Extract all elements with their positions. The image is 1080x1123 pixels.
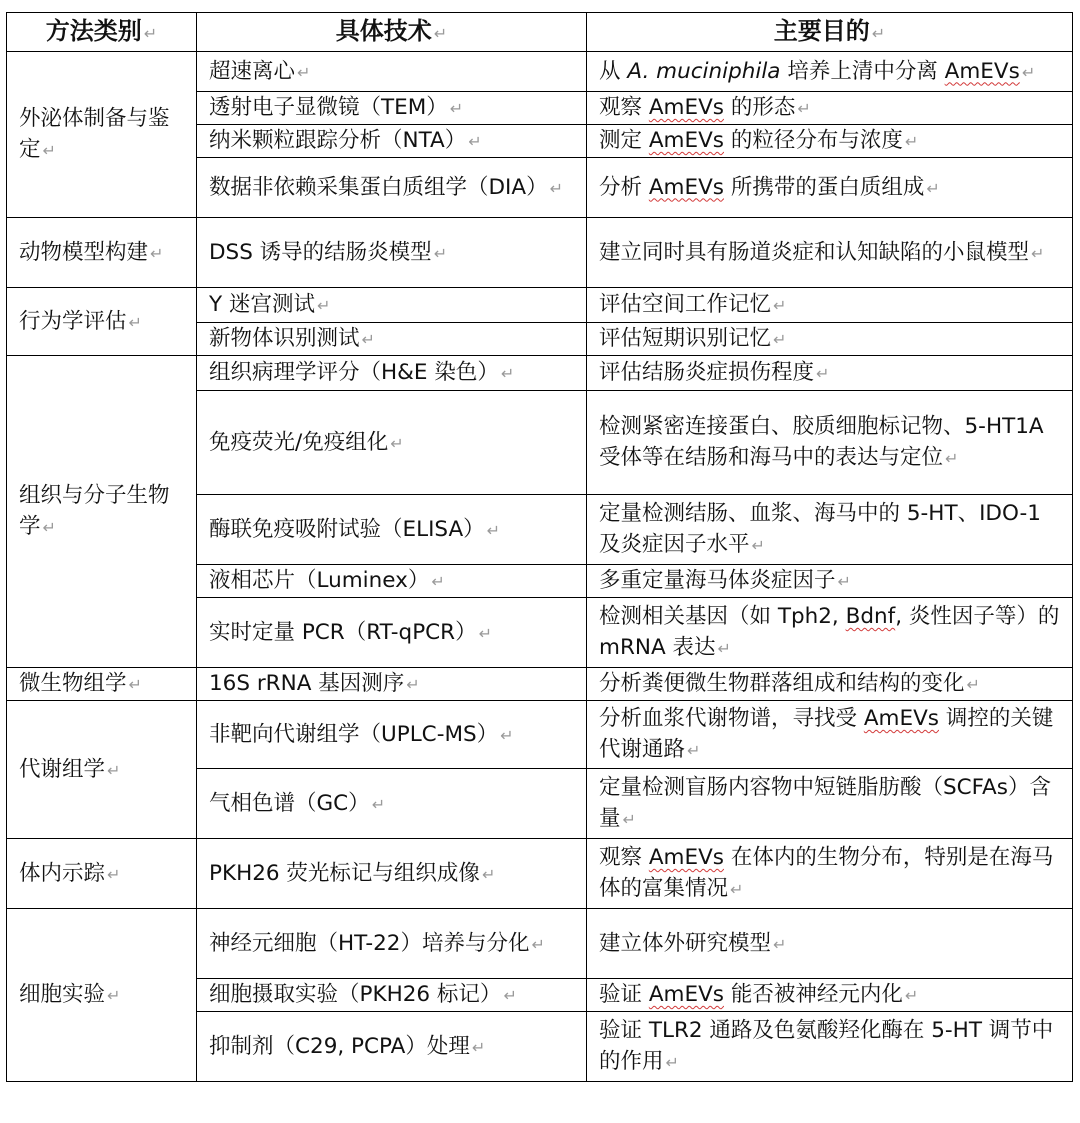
purpose-text: 验证 TLR2 通路及色氨酸羟化酶在 5-HT 调节中的作用 <box>599 1018 1054 1074</box>
technique-label: 纳米颗粒跟踪分析（NTA） <box>209 128 467 153</box>
purpose-cell: 验证 TLR2 通路及色氨酸羟化酶在 5-HT 调节中的作用 ↵ <box>587 1012 1073 1082</box>
marked-term: AmEVs <box>648 982 724 1007</box>
technique-label: 组织病理学评分（H&E 染色） <box>209 360 499 385</box>
category-cell: 行为学评估 ↵ <box>7 288 197 356</box>
category-cell: 代谢组学 ↵ <box>7 701 197 839</box>
marked-term: AmEVs <box>648 174 724 200</box>
purpose-cell: 定量检测结肠、血浆、海马中的 5-HT、IDO-1 及炎症因子水平 ↵ <box>587 495 1073 565</box>
purpose-cell: 评估空间工作记忆 ↵ <box>587 288 1073 323</box>
category-label: 微生物组学 <box>19 671 127 696</box>
purpose-text: 所携带的蛋白质组成 <box>724 174 925 200</box>
purpose-text: 验证 <box>599 982 649 1007</box>
purpose-text: 观察 <box>599 95 649 120</box>
header-purpose: 主要目的 ↵ <box>587 13 1073 52</box>
technique-cell: DSS 诱导的结肠炎模型 ↵ <box>197 218 587 288</box>
table-row <box>7 52 1073 92</box>
purpose-cell: 分析粪便微生物群落组成和结构的变化 ↵ <box>587 668 1073 701</box>
purpose-text: 定量检测结肠、血浆、海马中的 5-HT、IDO-1 及炎症因子水平 <box>599 501 1041 557</box>
purpose-text: 定量检测盲肠内容物中短链脂肪酸（SCFAs）含量 <box>599 775 1051 831</box>
technique-label: 透射电子显微镜（TEM） <box>209 95 448 120</box>
category-label: 体内示踪 <box>19 860 106 886</box>
category-label: 动物模型构建 <box>19 239 149 265</box>
technique-cell: 免疫荧光/免疫组化 ↵ <box>197 391 587 495</box>
table-row <box>7 218 1073 288</box>
purpose-text: 测定 <box>599 128 649 153</box>
purpose-cell: 建立体外研究模型 ↵ <box>587 909 1073 979</box>
technique-label: DSS 诱导的结肠炎模型 <box>209 239 432 265</box>
technique-label: 实时定量 PCR（RT-qPCR） <box>209 619 477 645</box>
purpose-text: 调控的关键代谢通路 <box>599 706 1054 762</box>
table-row <box>7 909 1073 979</box>
purpose-text: 评估空间工作记忆 <box>599 292 772 317</box>
category-label: 细胞实验 <box>19 982 106 1007</box>
technique-label: 新物体识别测试 <box>209 326 360 351</box>
marked-term: Bdnf <box>845 604 896 629</box>
technique-cell: PKH26 荧光标记与组织成像 ↵ <box>197 839 587 909</box>
technique-cell: 液相芯片（Luminex） ↵ <box>197 565 587 598</box>
category-label: 组织与分子生物学 <box>19 483 170 539</box>
header-technique: 具体技术 ↵ <box>197 13 587 52</box>
technique-label: 液相芯片（Luminex） <box>209 568 430 593</box>
purpose-cell: 评估结肠炎症损伤程度 ↵ <box>587 356 1073 391</box>
table-row <box>7 288 1073 323</box>
technique-cell: 新物体识别测试 ↵ <box>197 323 587 356</box>
purpose-text: , 炎性因子等）的 mRNA 表达 <box>599 604 1060 660</box>
species-name: A. muciniphila <box>627 58 781 84</box>
marked-term: AmEVs <box>648 128 724 153</box>
technique-label: 非靶向代谢组学（UPLC-MS） <box>209 721 499 747</box>
purpose-text: 的粒径分布与浓度 <box>724 128 903 153</box>
purpose-text: 检测相关基因（如 Tph2, <box>599 604 846 629</box>
purpose-text: 观察 <box>599 845 649 870</box>
category-label: 代谢组学 <box>19 756 106 782</box>
technique-label: 16S rRNA 基因测序 <box>209 671 405 696</box>
table-row <box>7 839 1073 909</box>
purpose-cell: 分析 AmEVs 所携带的蛋白质组成 ↵ <box>587 158 1073 218</box>
category-cell: 体内示踪 ↵ <box>7 839 197 909</box>
purpose-cell: 验证 AmEVs 能否被神经元内化 ↵ <box>587 979 1073 1012</box>
purpose-cell: 从 A. muciniphila 培养上清中分离 AmEVs ↵ <box>587 52 1073 92</box>
purpose-text: 分析 <box>599 174 649 200</box>
technique-label: 酶联免疫吸附试验（ELISA） <box>209 516 485 542</box>
purpose-text: 从 <box>599 58 628 84</box>
purpose-text: 多重定量海马体炎症因子 <box>599 568 836 593</box>
purpose-cell: 定量检测盲肠内容物中短链脂肪酸（SCFAs）含量 ↵ <box>587 769 1073 839</box>
technique-label: Y 迷宫测试 <box>209 292 315 317</box>
purpose-text: 建立体外研究模型 <box>599 930 772 956</box>
marked-term: AmEVs <box>648 845 724 870</box>
table-row <box>7 356 1073 391</box>
technique-label: PKH26 荧光标记与组织成像 <box>209 860 480 886</box>
purpose-text: 建立同时具有肠道炎症和认知缺陷的小鼠模型 <box>599 239 1030 265</box>
header-category: 方法类别 ↵ <box>7 13 197 52</box>
header-row <box>7 13 1073 52</box>
purpose-text: 的形态 <box>724 95 796 120</box>
category-label: 行为学评估 <box>19 308 127 334</box>
category-cell: 动物模型构建 ↵ <box>7 218 197 288</box>
purpose-cell: 检测紧密连接蛋白、胶质细胞标记物、5-HT1A 受体等在结肠和海马中的表达与定位 ↵ <box>587 391 1073 495</box>
technique-cell: 数据非依赖采集蛋白质组学（DIA） ↵ <box>197 158 587 218</box>
purpose-cell: 多重定量海马体炎症因子 ↵ <box>587 565 1073 598</box>
technique-label: 气相色谱（GC） <box>209 790 370 816</box>
purpose-text: 评估短期识别记忆 <box>599 326 772 351</box>
technique-cell: 纳米颗粒跟踪分析（NTA） ↵ <box>197 125 587 158</box>
technique-cell: 16S rRNA 基因测序 ↵ <box>197 668 587 701</box>
purpose-text: 分析血浆代谢物谱，寻找受 <box>599 706 864 731</box>
purpose-cell: 观察 AmEVs 在体内的生物分布，特别是在海马体的富集情况 ↵ <box>587 839 1073 909</box>
marked-term: AmEVs <box>944 58 1020 84</box>
purpose-text: 培养上清中分离 <box>780 58 945 84</box>
technique-cell: 组织病理学评分（H&E 染色） ↵ <box>197 356 587 391</box>
purpose-text: 能否被神经元内化 <box>724 982 903 1007</box>
table-row <box>7 701 1073 769</box>
technique-label: 抑制剂（C29, PCPA）处理 <box>209 1033 470 1059</box>
technique-label: 数据非依赖采集蛋白质组学（DIA） <box>209 174 548 200</box>
marked-term: AmEVs <box>648 95 724 120</box>
table-row <box>7 668 1073 701</box>
purpose-text: 评估结肠炎症损伤程度 <box>599 360 815 385</box>
technique-cell: 实时定量 PCR（RT-qPCR） ↵ <box>197 598 587 668</box>
category-label: 外泌体制备与鉴定 <box>19 106 170 162</box>
category-cell: 外泌体制备与鉴定 ↵ <box>7 52 197 218</box>
purpose-cell: 测定 AmEVs 的粒径分布与浓度 ↵ <box>587 125 1073 158</box>
category-cell: 微生物组学 ↵ <box>7 668 197 701</box>
marked-term: AmEVs <box>863 706 939 731</box>
technique-cell: 气相色谱（GC） ↵ <box>197 769 587 839</box>
technique-cell: 细胞摄取实验（PKH26 标记） ↵ <box>197 979 587 1012</box>
technique-label: 细胞摄取实验（PKH26 标记） <box>209 982 502 1007</box>
purpose-cell: 检测相关基因（如 Tph2, Bdnf, 炎性因子等）的 mRNA 表达 ↵ <box>587 598 1073 668</box>
technique-label: 超速离心 <box>209 58 296 84</box>
purpose-text: 检测紧密连接蛋白、胶质细胞标记物、5-HT1A 受体等在结肠和海马中的表达与定位 <box>599 414 1044 470</box>
technique-label: 神经元细胞（HT-22）培养与分化 <box>209 930 530 956</box>
technique-cell: 神经元细胞（HT-22）培养与分化 ↵ <box>197 909 587 979</box>
category-cell: 组织与分子生物学 ↵ <box>7 356 197 668</box>
purpose-text: 在体内的生物分布，特别是在海马体的富集情况 <box>599 845 1054 901</box>
technique-cell: Y 迷宫测试 ↵ <box>197 288 587 323</box>
category-cell: 细胞实验 ↵ <box>7 909 197 1082</box>
purpose-cell: 分析血浆代谢物谱，寻找受 AmEVs 调控的关键代谢通路 ↵ <box>587 701 1073 769</box>
methods-table <box>6 12 1073 1082</box>
technique-cell: 超速离心 ↵ <box>197 52 587 92</box>
technique-label: 免疫荧光/免疫组化 <box>209 429 389 455</box>
technique-cell: 抑制剂（C29, PCPA）处理 ↵ <box>197 1012 587 1082</box>
technique-cell: 非靶向代谢组学（UPLC-MS） ↵ <box>197 701 587 769</box>
purpose-text: 分析粪便微生物群落组成和结构的变化 <box>599 671 965 696</box>
purpose-cell: 建立同时具有肠道炎症和认知缺陷的小鼠模型 ↵ <box>587 218 1073 288</box>
purpose-cell: 观察 AmEVs 的形态 ↵ <box>587 92 1073 125</box>
technique-cell: 酶联免疫吸附试验（ELISA） ↵ <box>197 495 587 565</box>
purpose-cell: 评估短期识别记忆 ↵ <box>587 323 1073 356</box>
technique-cell: 透射电子显微镜（TEM） ↵ <box>197 92 587 125</box>
